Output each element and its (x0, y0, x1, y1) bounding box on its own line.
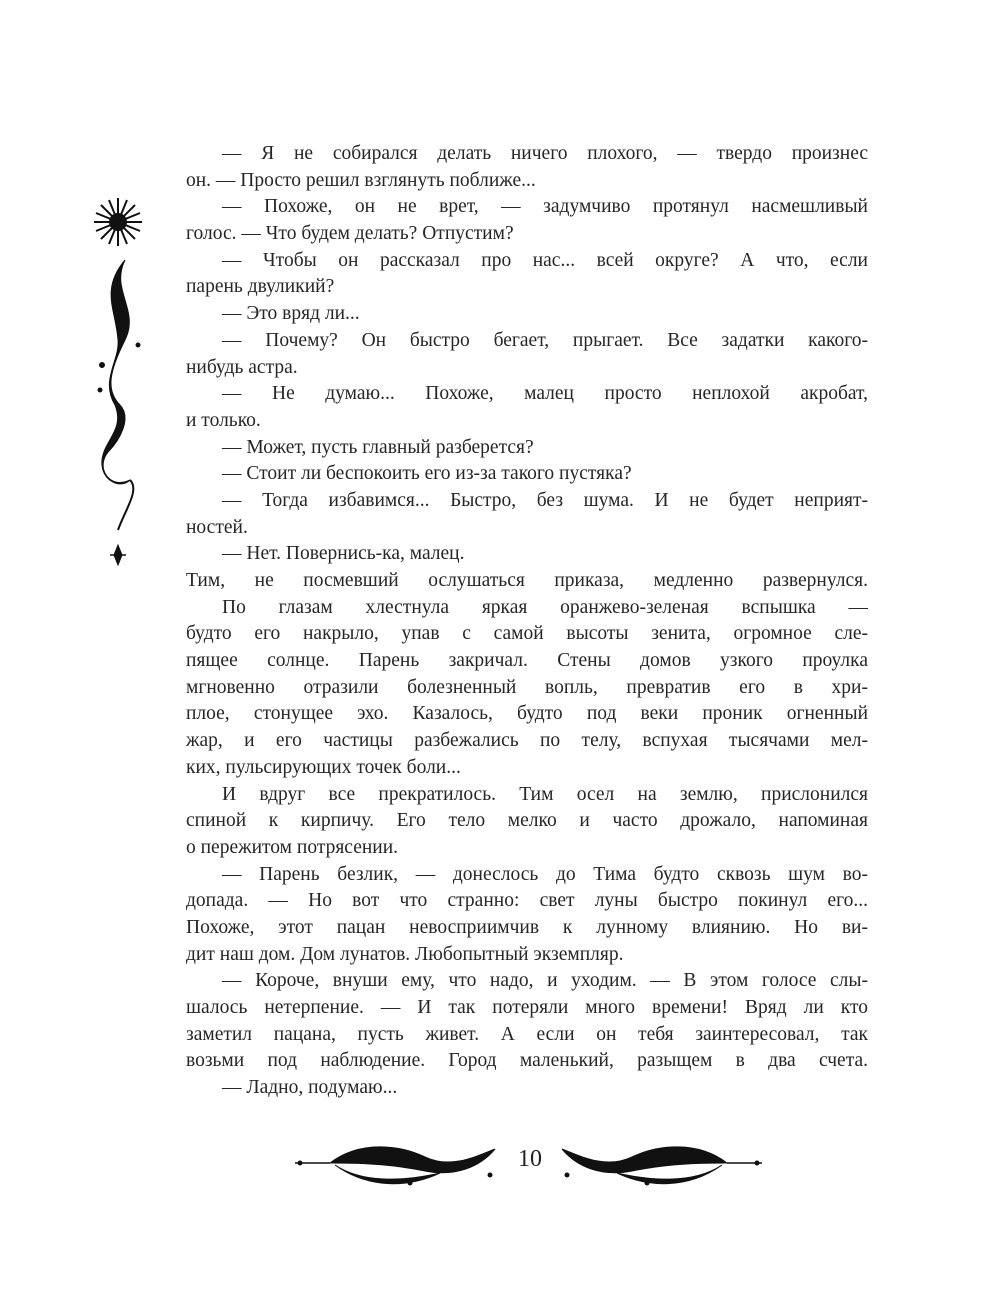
text-line: будто его накрыло, упав с самой высоты зенита, огромное сле- (186, 623, 868, 645)
text-line: — Парень безлик, — донеслось до Тима будто сквозь шум во- (222, 863, 868, 885)
text-line: — Стоит ли беспокоить его из-за такого пустяка? (222, 463, 632, 485)
text-line: — Нет. Повернись-ка, малец. (222, 543, 465, 565)
text-line: Тим, не посмевший ослушаться приказа, медленно развернулся. (186, 570, 868, 591)
footer-ornament-right-icon (552, 1135, 767, 1195)
text-line: — Чтобы он рассказал про нас... всей округе? А что, если (222, 249, 868, 271)
text-line: Похоже, этот пацан невосприимчив к лунному влиянию. Но ви- (186, 916, 868, 938)
text-line: — Тогда избавимся... Быстро, без шума. И не будет неприят- (222, 489, 868, 511)
text-line: заметил пацана, пусть живет. А если он тебя заинтересовал, так (186, 1023, 868, 1045)
text-line: дит наш дом. Дом лунатов. Любопытный экземпляр. (186, 943, 624, 965)
text-line: — Почему? Он быстро бегает, прыгает. Все задатки какого- (222, 329, 868, 351)
text-line: — Я не собирался делать ничего плохого, — твердо произнес (222, 143, 868, 164)
text-line: шалось нетерпение. — И так потеряли много времени! Вряд ли кто (186, 997, 868, 1018)
side-ornament-icon (70, 190, 170, 570)
text-line: ких, пульсирующих точек боли... (186, 756, 461, 778)
text-line: о пережитом потрясении. (186, 836, 399, 858)
footer-ornament-left-icon (290, 1135, 505, 1195)
text-line: По глазам хлестнула яркая оранжево-зеленая вспышка — (222, 596, 868, 618)
text-line: — Может, пусть главный разберется? (222, 436, 534, 458)
text-line: мгновенно отразили болезненный вопль, превратив его в хри- (186, 676, 868, 698)
text-line: — Не думаю... Похоже, малец просто неплохой акробат, (222, 383, 868, 405)
text-line: возьми под наблюдение. Город маленький, разыщем в два счета. (186, 1050, 868, 1072)
text-line: — Это вряд ли... (222, 303, 360, 325)
text-line: парень двуликий? (186, 276, 335, 298)
text-line: и только. (186, 409, 261, 431)
text-line: спиной к кирпичу. Его тело мелко и часто дрожало, напоминая (186, 810, 868, 832)
text-line: пящее солнце. Парень закричал. Стены домов узкого проулка (186, 650, 868, 672)
body-text (186, 141, 868, 1102)
text-line: голос. — Что будем делать? Отпустим? (186, 223, 514, 245)
text-line: жар, и его частицы разбежались по телу, вспухая тысячами мел- (186, 730, 868, 752)
text-line: — Короче, внуши ему, что надо, и уходим. — В этом голосе слы- (222, 970, 868, 992)
text-line: ностей. (186, 516, 248, 538)
text-line: нибудь астра. (186, 356, 298, 378)
text-line: допада. — Но вот что странно: свет луны быстро покинул его... (186, 890, 868, 912)
text-line: И вдруг все прекратилось. Тим осел на землю, прислонился (222, 783, 868, 805)
text-line: он. — Просто решил взглянуть поближе... (186, 169, 536, 191)
text-line: — Похоже, он не врет, — задумчиво протянул насмешливый (222, 196, 868, 218)
text-line: — Ладно, подумаю... (222, 1077, 398, 1099)
text-line: плое, стонущее эхо. Казалось, будто под веки проник огненный (186, 703, 868, 725)
page-number: 10 (518, 1146, 542, 1172)
